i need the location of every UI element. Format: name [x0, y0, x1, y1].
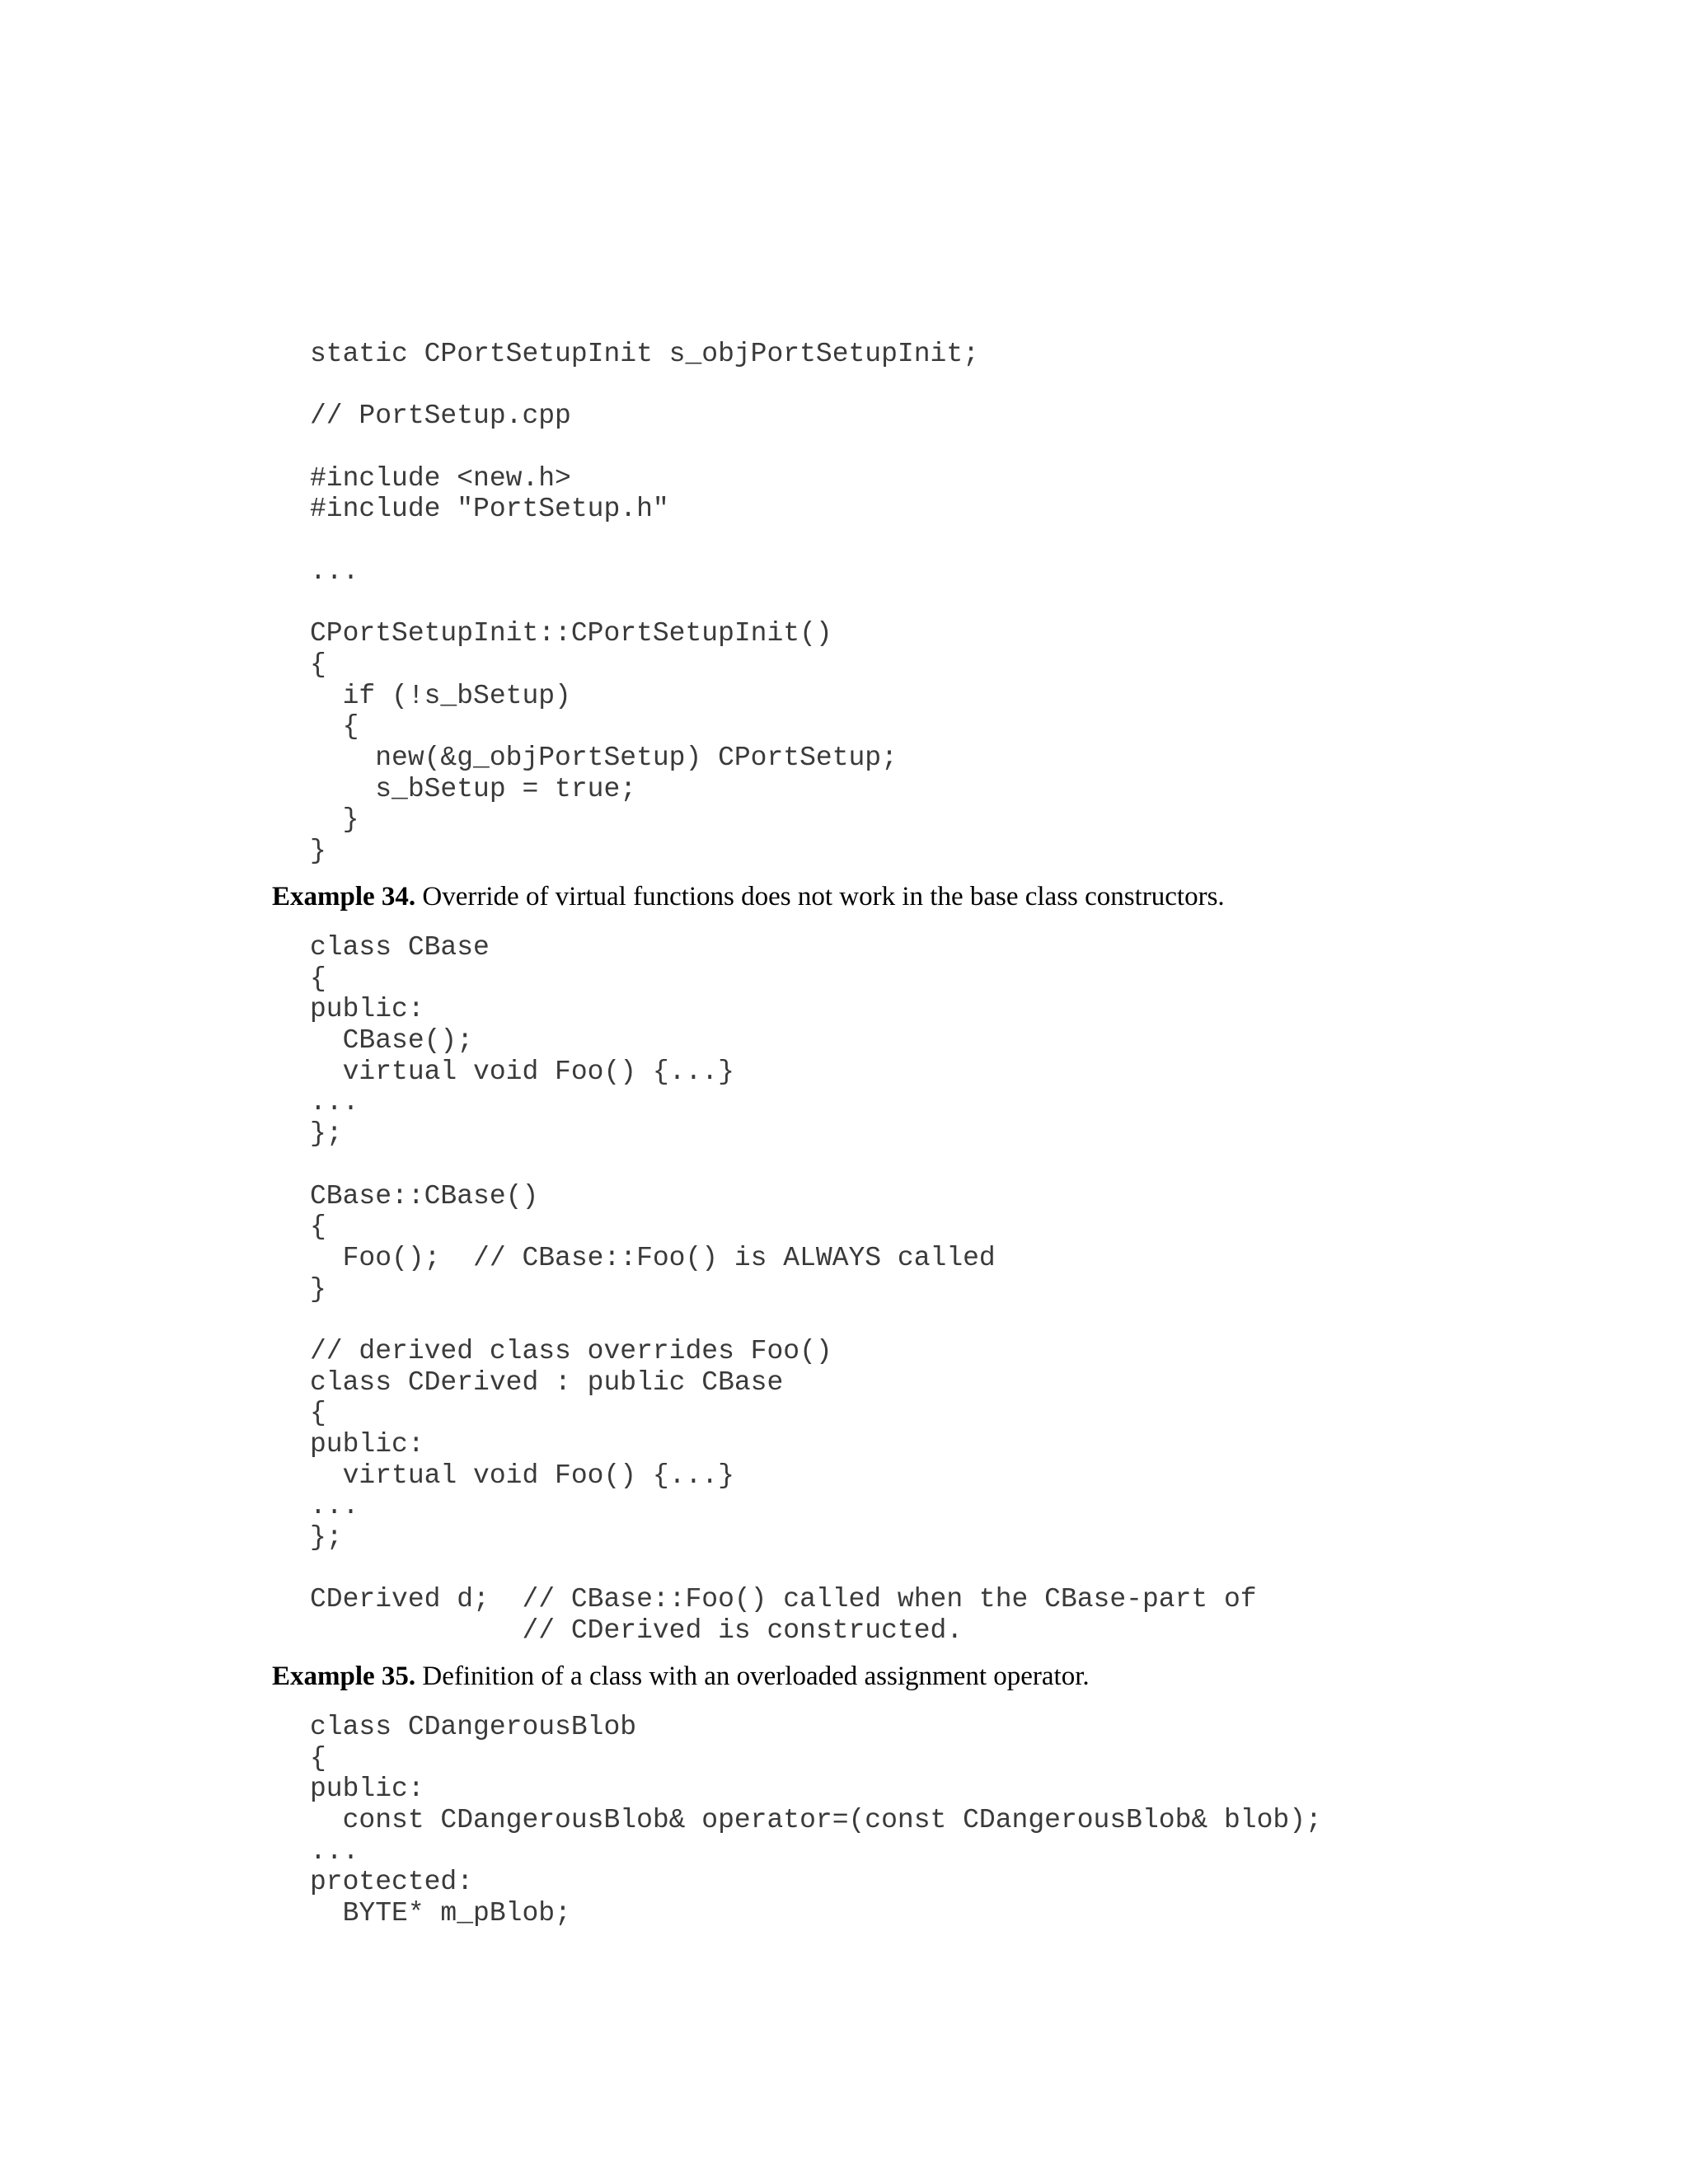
code-line: } — [310, 804, 359, 836]
code-line: }; — [310, 1118, 343, 1150]
code-line: }; — [310, 1522, 343, 1554]
code-line — [310, 1150, 1257, 1181]
code-line: public: — [310, 1429, 424, 1460]
code-line: public: — [310, 1774, 424, 1805]
code-line: } — [310, 1273, 326, 1305]
code-line — [310, 525, 979, 556]
example-35-label: Example 35. — [272, 1661, 416, 1691]
code-line — [310, 1554, 1257, 1585]
code-line — [310, 1305, 1257, 1336]
code-line: public: — [310, 994, 424, 1025]
code-line: ... — [310, 1087, 359, 1118]
code-line: Foo(); // CBase::Foo() is ALWAYS called — [310, 1242, 996, 1273]
code-line: CBase::CBase() — [310, 1180, 539, 1212]
code-line: // derived class overrides Foo() — [310, 1335, 832, 1366]
code-line: } — [310, 836, 326, 866]
code-line — [310, 432, 979, 463]
example-35-caption — [272, 1660, 1632, 1693]
code-line: class CDangerousBlob — [310, 1712, 637, 1742]
code-line: { — [310, 1212, 326, 1243]
code-line: virtual void Foo() {...} — [310, 1056, 734, 1087]
code-line: CDerived d; // CBase::Foo() called when the CBase-part of — [310, 1584, 1257, 1615]
code-line: { — [310, 1742, 326, 1774]
code-line: { — [310, 1398, 326, 1429]
example-34-label: Example 34. — [272, 882, 416, 912]
code-line: virtual void Foo() {...} — [310, 1460, 734, 1491]
code-line: CPortSetupInit::CPortSetupInit() — [310, 618, 832, 649]
code-line: new(&g_objPortSetup) CPortSetup; — [310, 742, 898, 773]
example-35-text: Definition of a class with an overloaded assignment operator. — [415, 1661, 1090, 1691]
code-line: static CPortSetupInit s_objPortSetupInit; — [310, 339, 979, 369]
code-line: ... — [310, 1491, 359, 1522]
code-line: s_bSetup = true; — [310, 773, 637, 804]
code-line: // CDerived is constructed. — [310, 1615, 964, 1647]
code-line: BYTE* m_pBlob; — [310, 1898, 571, 1929]
code-line: ... — [310, 555, 359, 587]
code-line: { — [310, 649, 326, 680]
code-line: { — [310, 711, 359, 743]
code-line: ... — [310, 1835, 359, 1867]
code-block-port-setup — [310, 339, 979, 867]
code-line: // PortSetup.cpp — [310, 401, 571, 432]
code-line: class CDerived : public CBase — [310, 1366, 784, 1398]
code-line — [310, 370, 979, 401]
code-line: #include <new.h> — [310, 462, 571, 494]
code-block-dangerous-blob — [310, 1712, 1322, 1929]
code-line — [310, 588, 979, 619]
example-34-text: Override of virtual functions does not work in the base class constructors. — [415, 882, 1225, 912]
code-line: if (!s_bSetup) — [310, 680, 571, 711]
code-line: { — [310, 963, 326, 994]
code-line: CBase(); — [310, 1025, 474, 1057]
code-line: const CDangerousBlob& operator=(const CDangerousBlob& blob); — [310, 1805, 1322, 1836]
code-line: class CBase — [310, 932, 490, 963]
code-line: #include "PortSetup.h" — [310, 494, 669, 525]
code-line: protected: — [310, 1867, 474, 1898]
example-34-caption — [272, 880, 1632, 913]
code-block-cbase — [310, 932, 1257, 1647]
